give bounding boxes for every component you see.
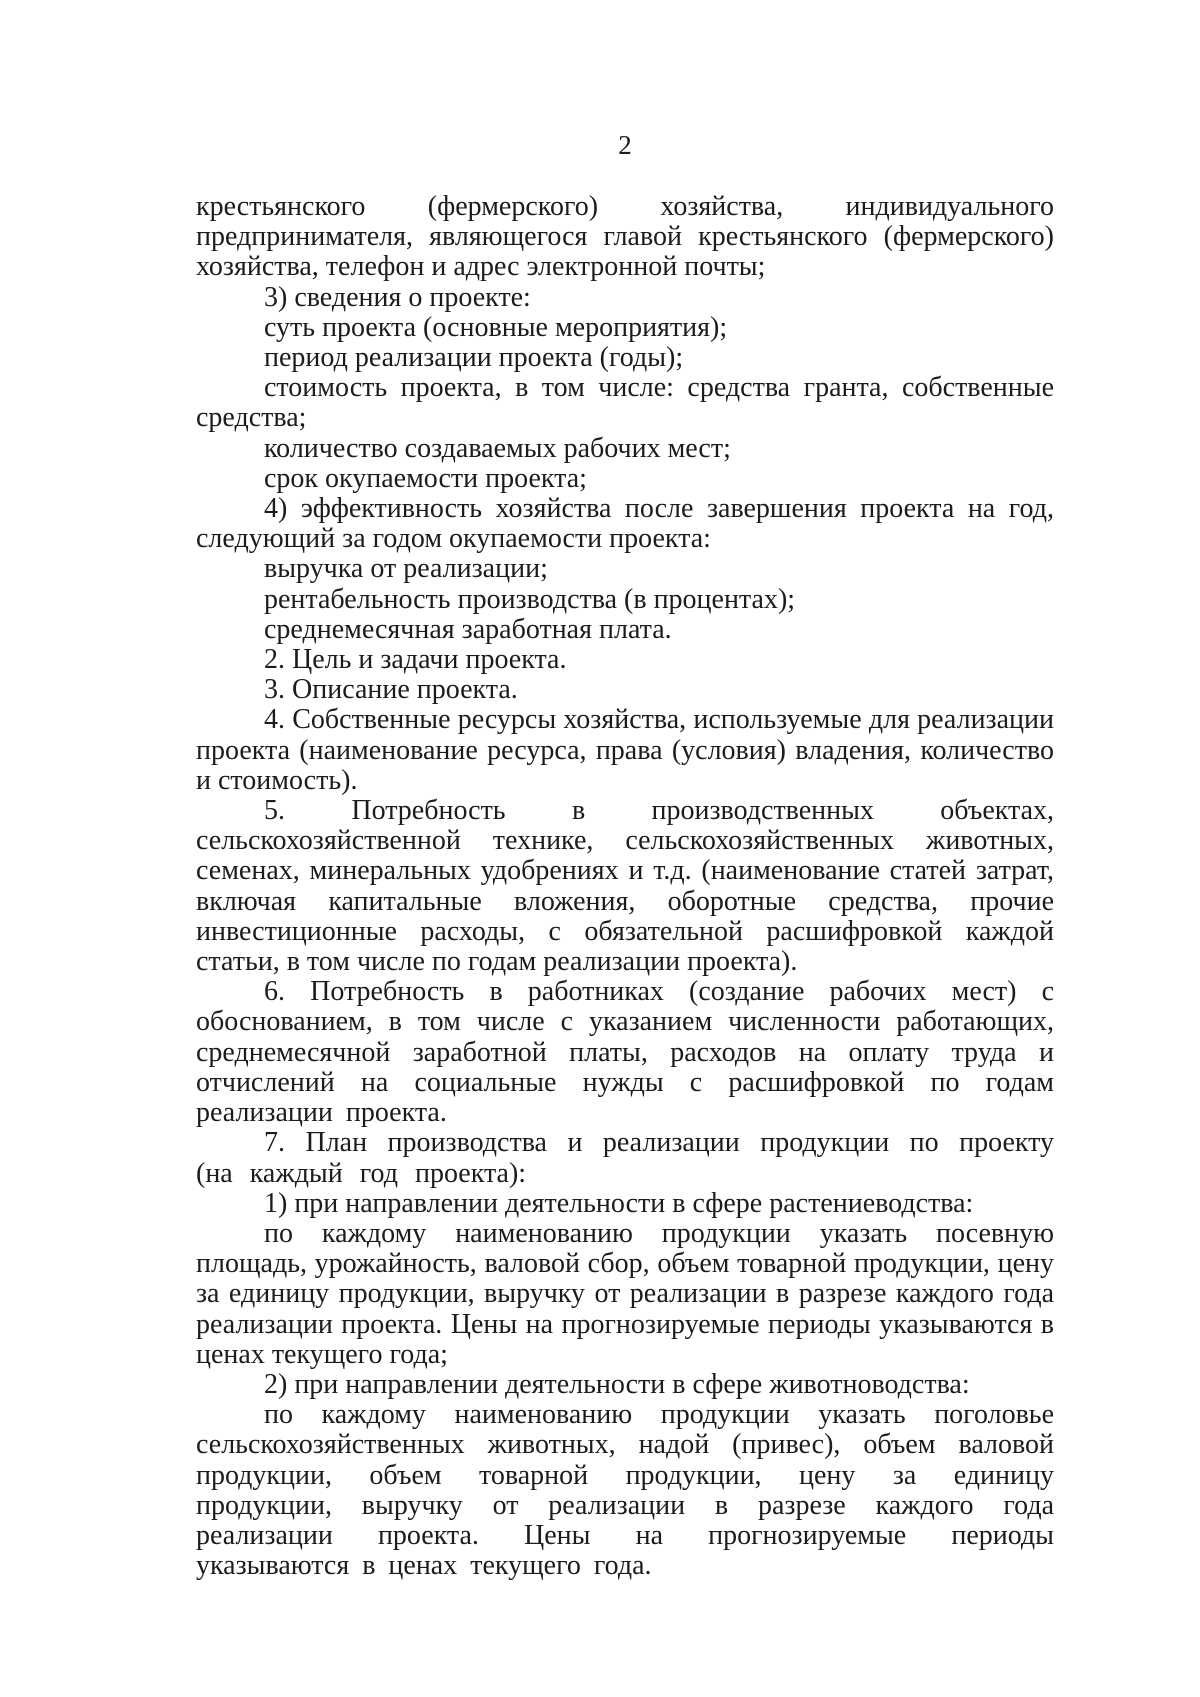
- paragraph-section-3: 3. Описание проекта.: [264, 674, 518, 706]
- paragraph-project-info-heading: 3) сведения о проекте:: [264, 281, 531, 313]
- paragraph-livestock-details: по каждому наименованию продукции указать поголовье сельскохозяйственных животных, надой (привес), объем валовой продукции, объем товарной продукции, цену за единицу продукции, выручку от реализации в разрезе каждого года реализации проекта. Цены на прогнозируемые периоды указываются в ценах текущего года.: [196, 1399, 1054, 1582]
- page-number: 2: [618, 130, 632, 160]
- paragraph-project-period: период реализации проекта (годы);: [264, 342, 684, 374]
- paragraph-efficiency-heading: 4) эффективность хозяйства после завершения проекта на год, следующий за годом окупаемости проекта:: [196, 493, 1054, 555]
- paragraph-section-6: 6. Потребность в работниках (создание рабочих мест) с обоснованием, в том числе с указанием численности работающих, среднемесячной заработной платы, расходов на оплату труда и отчислений на социальные нужды с расшифровкой по годам реализации проекта.: [196, 976, 1054, 1129]
- paragraph-livestock-heading: 2) при направлении деятельности в сфере животноводства:: [264, 1368, 970, 1400]
- paragraph-jobs-count: количество создаваемых рабочих мест;: [264, 432, 731, 464]
- paragraph-project-cost: стоимость проекта, в том числе: средства гранта, собственные средства;: [196, 372, 1054, 434]
- paragraph-section-4: 4. Собственные ресурсы хозяйства, используемые для реализации проекта (наименование ресурса, права (условия) владения, количество и стоимость).: [196, 704, 1054, 796]
- paragraph-section-2: 2. Цель и задачи проекта.: [264, 644, 567, 676]
- paragraph-profitability: рентабельность производства (в процентах);: [264, 583, 796, 615]
- paragraph-crop-production-details: по каждому наименованию продукции указать посевную площадь, урожайность, валовой сбор, объем товарной продукции, цену за единицу продукции, выручку от реализации в разрезе каждого года реализации проекта. Цены на прогнозируемые периоды указываются в ценах текущего года;: [196, 1217, 1054, 1370]
- paragraph-average-salary: среднемесячная заработная плата.: [264, 613, 672, 645]
- paragraph-project-essence: суть проекта (основные мероприятия);: [264, 311, 728, 343]
- paragraph-payback-period: срок окупаемости проекта;: [264, 462, 587, 494]
- paragraph-section-7: 7. План производства и реализации продукции по проекту (на каждый год проекта):: [196, 1127, 1054, 1189]
- paragraph-applicant-contacts: крестьянского (фермерского) хозяйства, индивидуального предпринимателя, являющегося главой крестьянского (фермерского) хозяйства, телефон и адрес электронной почты;: [196, 191, 1054, 283]
- paragraph-crop-production-heading: 1) при направлении деятельности в сфере растениеводства:: [264, 1187, 974, 1219]
- paragraph-revenue: выручка от реализации;: [264, 553, 548, 585]
- document-body: [196, 192, 1054, 1581]
- paragraph-section-5: 5. Потребность в производственных объектах, сельскохозяйственной технике, сельскохозяйственных животных, семенах, минеральных удобрениях и т.д. (наименование статей затрат, включая капитальные вложения, оборотные средства, прочие инвестиционные расходы, с обязательной расшифровкой каждой статьи, в том числе по годам реализации проекта).: [196, 795, 1054, 978]
